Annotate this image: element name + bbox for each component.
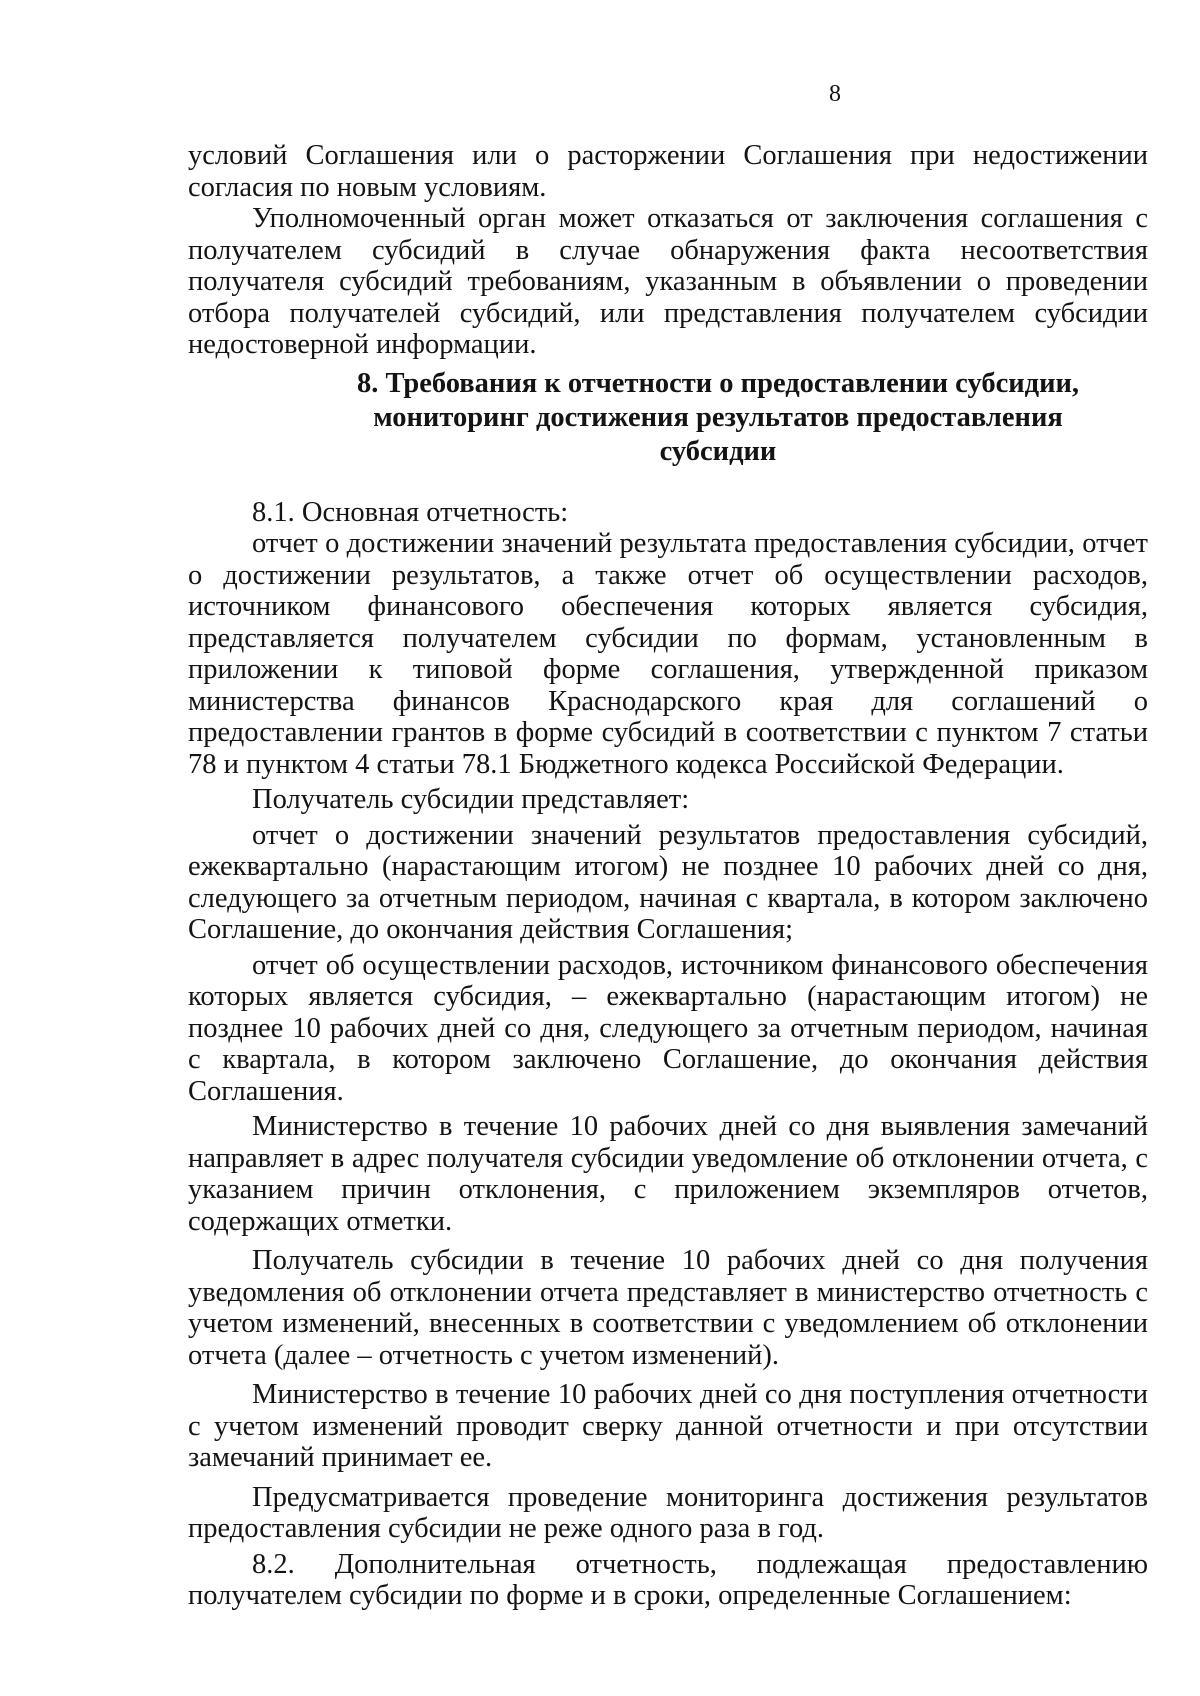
section-heading (188, 367, 1148, 469)
section-heading-line: субсидии (659, 435, 777, 467)
paragraph-authority-refusal: Уполномоченный орган может отказаться от заключения соглашения с получателем субсидий в случае обнаружения факта несоответствия получателя субсидий требованиям, указанным в объявлении о проведении отбора получателей субсидий, или представления получателем субсидии недостоверной информации. (188, 203, 1148, 360)
paragraph-continuation: условий Соглашения или о расторжении Соглашения при недостижении согласия по новым условиям. (188, 140, 1148, 203)
paragraph-ministry-remarks: Министерство в течение 10 рабочих дней со дня выявления замечаний направляет в адрес получателя субсидии уведомление об отклонении отчета, с указанием причин отклонения, с приложением экземпляров отчетов, содержащих отметки. (188, 1111, 1148, 1237)
paragraph-8-2-additional: 8.2. Дополнительная отчетность, подлежащая предоставлению получателем субсидии по форме и в сроки, определенные Соглашением: (188, 1548, 1148, 1611)
paragraph-expenses-report: отчет об осуществлении расходов, источником финансового обеспечения которых является субсидия, – ежеквартально (нарастающим итогом) не позднее 10 рабочих дней со дня, следующего за отчетным периодом, начиная с квартала, в котором заключено Соглашение, до окончания действия Соглашения. (188, 949, 1148, 1107)
page-number: 8 (829, 81, 841, 107)
paragraph-recipient-correction: Получатель субсидии в течение 10 рабочих дней со дня получения уведомления об отклонении отчета представляет в министерство отчетность с учетом изменений, внесенных в соответствии с уведомлением об отклонении отчета (далее – отчетность с учетом изменений). (188, 1245, 1148, 1371)
document-body (188, 140, 1148, 1612)
paragraph-results-report: отчет о достижении значений результатов предоставления субсидий, ежеквартально (нарастающим итогом) не позднее 10 рабочих дней со дня, следующего за отчетным периодом, начиная с квартала, в котором заключено Соглашение, до окончания действия Соглашения; (188, 819, 1148, 945)
paragraph-monitoring: Предусматривается проведение мониторинга достижения результатов предоставления субсидии не реже одного раза в год. (188, 1481, 1148, 1544)
paragraph-8-1-title: 8.1. Основная отчетность: (252, 496, 569, 528)
paragraph-ministry-verification: Министерство в течение 10 рабочих дней со дня поступления отчетности с учетом изменений проводит сверку данной отчетности и при отсутствии замечаний принимает ее. (188, 1379, 1148, 1473)
paragraph-recipient-submits: Получатель субсидии представляет: (252, 784, 690, 815)
section-heading-line: 8. Требования к отчетности о предоставлении субсидии, (356, 367, 1080, 399)
paragraph-main-report: отчет о достижении значений результата предоставления субсидии, отчет о достижении результатов, а также отчет об осуществлении расходов, источником финансового обеспечения которых является субсидия, представляется получателем субсидии по формам, установленным в приложении к типовой форме соглашения, утвержденной приказом министерства финансов Краснодарского края для соглашений о предоставлении грантов в форме субсидий в соответствии с пунктом 7 статьи 78 и пунктом 4 статьи 78.1 Бюджетного кодекса Российской Федерации. (188, 528, 1148, 780)
section-heading-line: мониторинг достижения результатов предоставления (373, 401, 1063, 433)
